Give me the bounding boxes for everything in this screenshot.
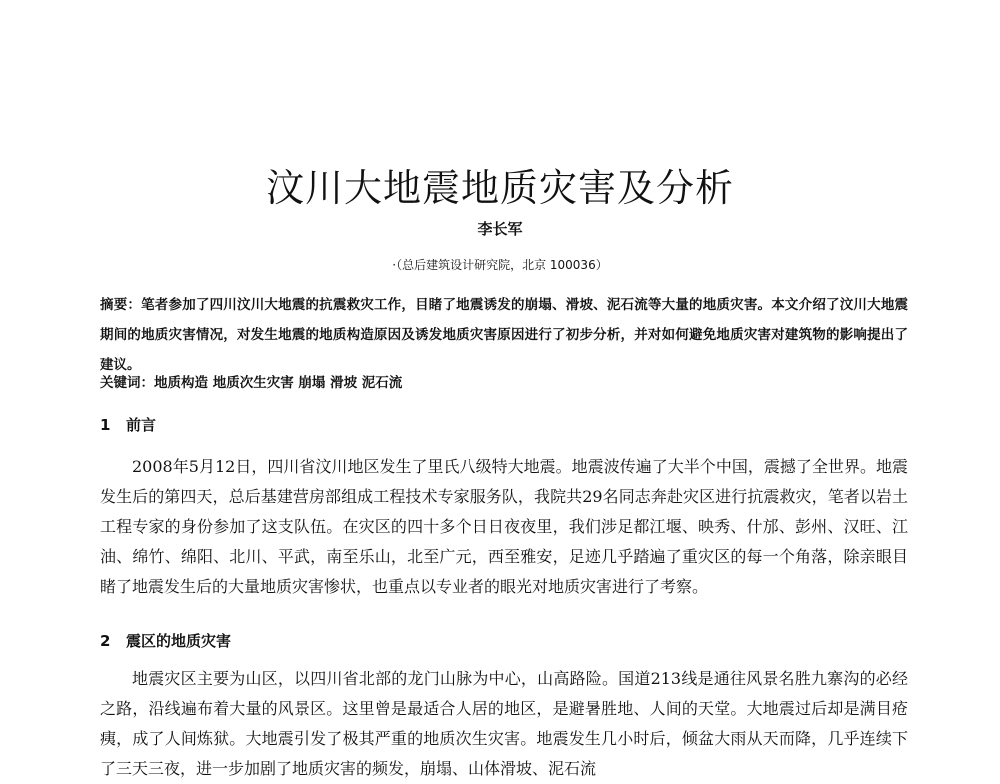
section-1-paragraph: 2008年5月12日，四川省汶川地区发生了里氏八级特大地震。地震波传遍了大半个中国，震撼了全世界。地震发生后的第四天，总后基建营房部组成工程技术专家服务队，我院共29名同志奔赴灾区进行抗震救灾，笔者以岩土工程专家的身份参加了这支队伍。在灾区的四十多个日日夜夜里，我们涉足都江堰、映秀、什邡、彭州、汉旺、江油、绵竹、绵阳、北川、平武，南至乐山，北至广元，西至雅安，足迹几乎踏遍了重灾区的每一个角落，除亲眼目睹了地震发生后的大量地质灾害惨状，也重点以专业者的眼光对地质灾害进行了考察。 xyxy=(100,457,908,596)
section-title: 震区的地质灾害 xyxy=(126,632,232,650)
section-heading-1 xyxy=(100,414,156,436)
section-heading-2 xyxy=(100,630,231,652)
article-author: 李长军 xyxy=(477,220,523,238)
keywords-text: 地质构造 地质次生灾害 崩塌 滑坡 泥石流 xyxy=(154,375,403,391)
section-number: 2 xyxy=(100,632,111,650)
abstract xyxy=(100,290,908,380)
article-title: 汶川大地震地质灾害及分析 xyxy=(265,166,734,210)
keywords xyxy=(100,372,908,394)
article-affiliation: ·（总后建筑设计研究院，北京 100036） xyxy=(392,258,608,272)
abstract-label: 摘要： xyxy=(100,297,142,313)
section-title: 前言 xyxy=(126,416,157,434)
section-2-paragraph: 地震灾区主要为山区，以四川省北部的龙门山脉为中心，山高路险。国道213线是通往风景名胜九寨沟的必经之路，沿线遍布着大量的风景区。这里曾是最适合人居的地区，是避暑胜地、人间的天堂。大地震过后却是满目疮痍，成了人间炼狱。大地震引发了极其严重的地质次生灾害。地震发生几小时后，倾盆大雨从天而降，几乎连续下了三天三夜，进一步加剧了地质灾害的频发，崩塌、山体滑坡、泥石流 xyxy=(100,669,908,778)
keywords-label: 关键词： xyxy=(100,375,154,391)
abstract-text: 笔者参加了四川汶川大地震的抗震救灾工作，目睹了地震诱发的崩塌、滑坡、泥石流等大量的地质灾害。本文介绍了汶川大地震期间的地质灾害情况，对发生地震的地质构造原因及诱发地质灾害原因进行了初步分析，并对如何避免地质灾害对建筑物的影响提出了建议。 xyxy=(100,297,909,373)
section-number: 1 xyxy=(100,416,111,434)
